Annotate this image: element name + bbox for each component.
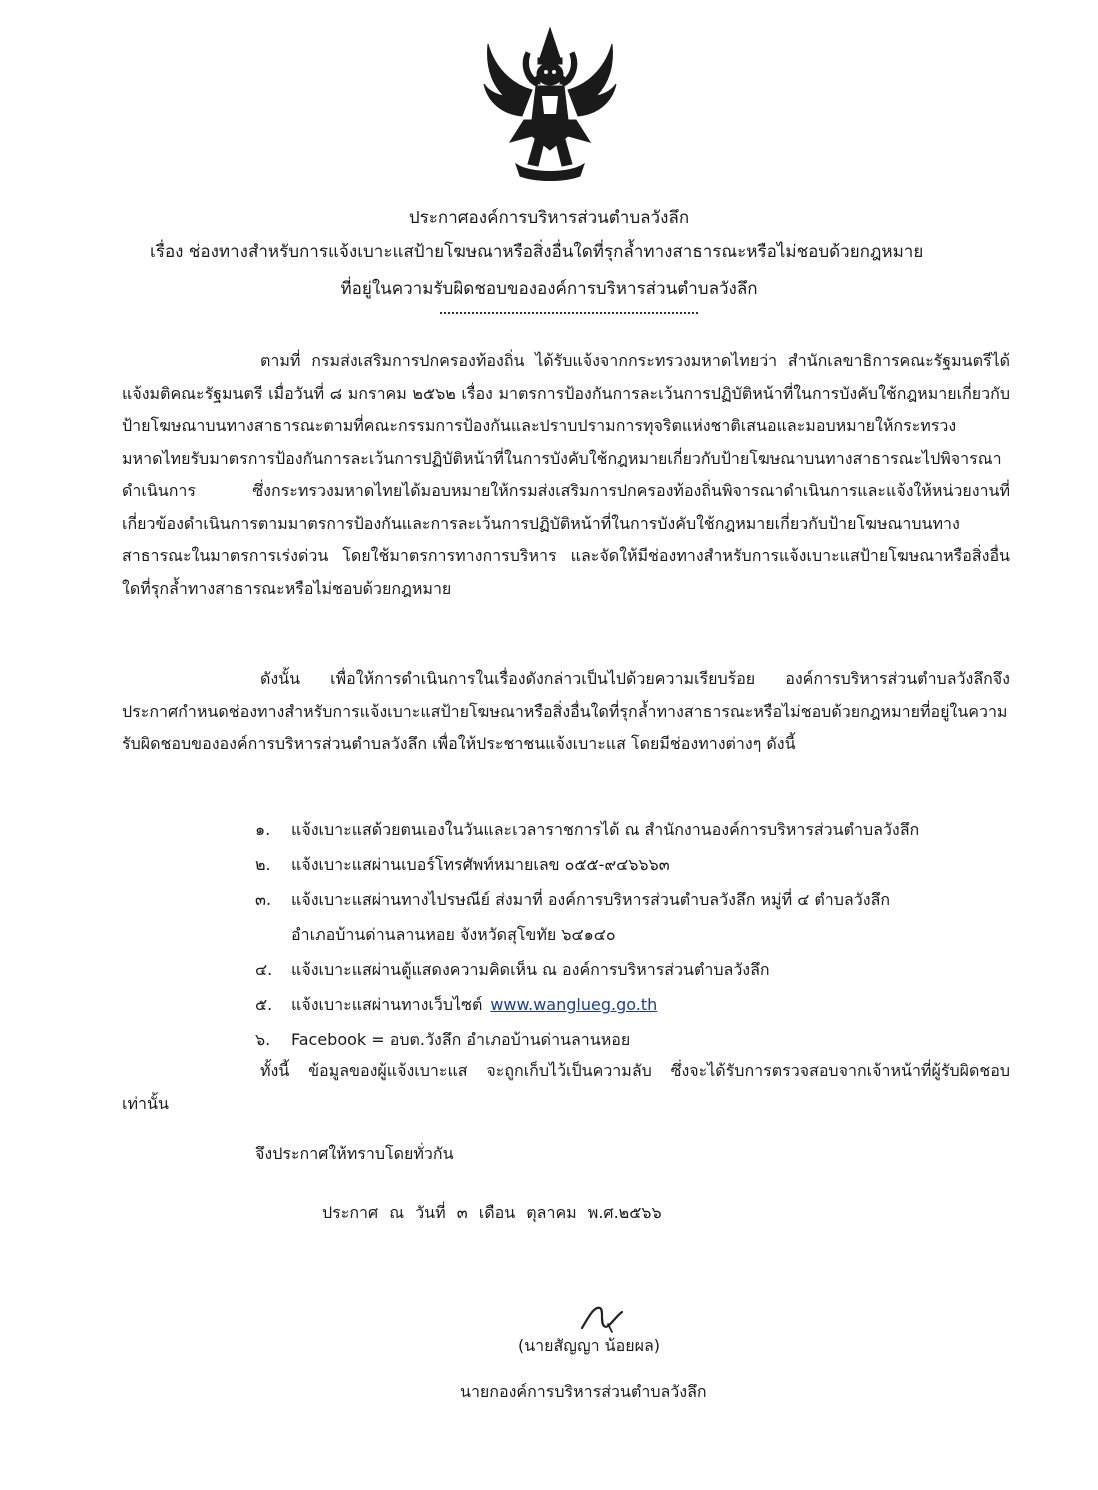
list-item-text: แจ้งเบาะแสด้วยตนเองในวันและเวลาราชการได้ ณ สำนักงานองค์การบริหารส่วนตำบลวังลึก bbox=[291, 820, 920, 839]
body-paragraph-1: ตามที่ กรมส่งเสริมการปกครองท้องถิ่น ได้รับแจ้งจากกระทรวงมหาดไทยว่า สำนักเลขาธิการคณะรัฐมนตรีได้แจ้งมติคณะรัฐมนตรี เมื่อวันที่ ๘ มกราคม ๒๕๖๒ เรื่อง มาตรการป้องกันการละเว้นการปฏิบัติหน้าที่ในการบังคับใช้กฎหมายเกี่ยวกับป้ายโฆษณาบนทางสาธารณะตามที่คณะกรรมการป้องกันและปราบปรามการทุจริตแห่งชาติเสนอและมอบหมายให้กระทรวงมหาดไทยรับมาตรการป้องกันการละเว้นการปฏิบัติหน้าที่ในการบังคับใช้กฎหมายเกี่ยวกับป้ายโฆษณาบนทางสาธารณะไปพิจารณาดำเนินการ ซึ่งกระทรวงมหาดไทยได้มอบหมายให้กรมส่งเสริมการปกครองท้องถิ่นพิจารณาดำเนินการและแจ้งให้หน่วยงานที่เกี่ยวข้องดำเนินการตามมาตรการป้องกันและการละเว้นการปฏิบัติหน้าที่ในการบังคับใช้กฎหมายเกี่ยวกับป้ายโฆษณาบนทางสาธารณะในมาตรการเร่งด่วน โดยใช้มาตรการทางการบริหาร และจัดให้มีช่องทางสำหรับการแจ้งเบาะแสป้ายโฆษณาหรือสิ่งอื่นใดที่รุกล้ำทางสาธารณะหรือไม่ชอบด้วยกฎหมาย bbox=[122, 351, 1010, 598]
list-item-text: Facebook = อบต.วังลึก อำเภอบ้านด่านลานหอย bbox=[291, 1030, 631, 1049]
website-link[interactable]: www.wanglueg.go.th bbox=[490, 995, 658, 1014]
website-channel-label: แจ้งเบาะแสผ่านทางเว็บไซต์ bbox=[291, 995, 483, 1014]
list-item-text: แจ้งเบาะแสผ่านตู้แสดงความคิดเห็น ณ องค์การบริหารส่วนตำบลวังลึก bbox=[291, 960, 770, 979]
list-item bbox=[255, 812, 1015, 847]
closing-statement: จึงประกาศให้ทราบโดยทั่วกัน bbox=[255, 1144, 454, 1163]
list-item bbox=[255, 987, 1015, 1022]
list-item-text: แจ้งเบาะแสผ่านทางไปรษณีย์ ส่งมาที่ องค์การบริหารส่วนตำบลวังลึก หมู่ที่ ๔ ตำบลวังลึก bbox=[291, 890, 891, 909]
list-item-continuation: อำเภอบ้านด่านลานหอย จังหวัดสุโขทัย ๖๔๑๔๐ bbox=[291, 925, 616, 944]
list-item-number: ๕. bbox=[255, 995, 273, 1014]
list-item-text bbox=[291, 987, 1015, 1022]
reporting-channels-list bbox=[255, 812, 1015, 1057]
list-item-number: ๑. bbox=[255, 820, 271, 839]
list-item-number: ๖. bbox=[255, 1030, 271, 1049]
signer-name: (นายสัญญา น้อยผล) bbox=[518, 1336, 660, 1355]
signer-title: นายกองค์การบริหารส่วนตำบลวังลึก bbox=[460, 1382, 707, 1401]
announcement-title: ประกาศองค์การบริหารส่วนตำบลวังลึก bbox=[408, 208, 690, 228]
body-paragraph-2: ดังนั้น เพื่อให้การดำเนินการในเรื่องดังกล่าวเป็นไปด้วยความเรียบร้อย องค์การบริหารส่วนตำบลวังลึกจึงประกาศกำหนดช่องทางสำหรับการแจ้งเบาะแสป้ายโฆษณาหรือสิ่งอื่นใดที่รุกล้ำทางสาธารณะหรือไม่ชอบด้วยกฎหมายที่อยู่ในความรับผิดชอบขององค์การบริหารส่วนตำบลวังลึก เพื่อให้ประชาชนแจ้งเบาะแส โดยมีช่องทางต่างๆ ดังนี้ bbox=[122, 669, 1010, 753]
list-item-number: ๓. bbox=[255, 890, 272, 909]
dotted-divider bbox=[440, 312, 698, 314]
list-item-number: ๔. bbox=[255, 960, 273, 979]
announcement-date: ประกาศ ณ วันที่ ๓ เดือน ตุลาคม พ.ศ.๒๕๖๖ bbox=[322, 1203, 662, 1222]
list-item-text: แจ้งเบาะแสผ่านเบอร์โทรศัพท์หมายเลข ๐๕๕-๙๔๖๖๖๓ bbox=[291, 855, 670, 874]
signature-image bbox=[578, 1298, 628, 1338]
announcement-subject: เรื่อง ช่องทางสำหรับการแจ้งเบาะแสป้ายโฆษณาหรือสิ่งอื่นใดที่รุกล้ำทางสาธารณะหรือไม่ชอบด้วยกฎหมาย bbox=[150, 242, 924, 262]
list-item-number: ๒. bbox=[255, 855, 271, 874]
announcement-subject-continued: ที่อยู่ในความรับผิดชอบขององค์การบริหารส่วนตำบลวังลึก bbox=[340, 279, 758, 299]
list-item bbox=[255, 952, 1015, 987]
body-paragraph-3: ทั้งนี้ ข้อมูลของผู้แจ้งเบาะแส จะถูกเก็บไว้เป็นความลับ ซึ่งจะได้รับการตรวจสอบจากเจ้าหน้าที่ผู้รับผิดชอบเท่านั้น bbox=[122, 1061, 1010, 1113]
garuda-emblem-icon bbox=[480, 24, 620, 184]
list-item bbox=[255, 1022, 1015, 1057]
list-item bbox=[255, 882, 1015, 917]
list-item bbox=[255, 847, 1015, 882]
